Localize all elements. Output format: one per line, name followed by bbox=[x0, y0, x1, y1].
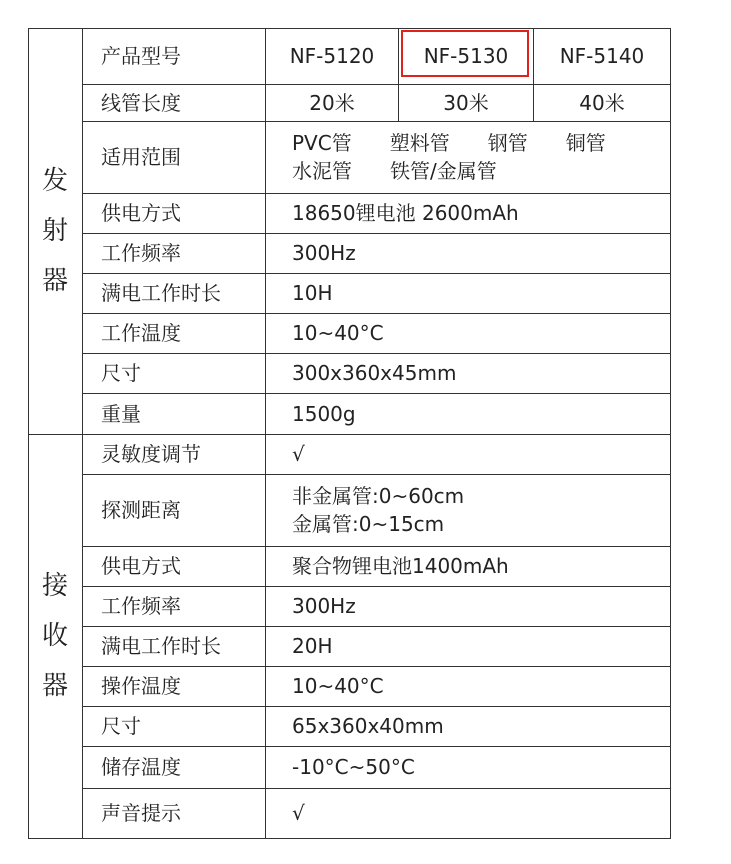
tx-power-value: 18650锂电池 2600mAh bbox=[292, 201, 519, 225]
transmitter-section-label bbox=[28, 28, 82, 434]
grid-line bbox=[28, 838, 670, 839]
rx-size-label: 尺寸 bbox=[101, 714, 141, 738]
tx-power-label: 供电方式 bbox=[101, 201, 181, 225]
tx-temp-label: 工作温度 bbox=[101, 321, 181, 345]
rx-distance-label: 探测距离 bbox=[101, 498, 181, 522]
tx-runtime-value: 10H bbox=[292, 281, 333, 305]
tx-weight-label: 重量 bbox=[101, 401, 141, 426]
model-nf5130: NF-5130 bbox=[423, 44, 509, 68]
section-char: 器 bbox=[41, 671, 68, 701]
model-nf5140: NF-5140 bbox=[559, 44, 645, 68]
tx-weight-value: 1500g bbox=[292, 401, 356, 426]
rx-freq-label: 工作频率 bbox=[101, 594, 181, 618]
scope-item: 塑料管 bbox=[389, 131, 450, 155]
length-40: 40米 bbox=[579, 90, 625, 115]
rx-freq-value: 300Hz bbox=[292, 594, 356, 618]
model-nf5120: NF-5120 bbox=[289, 44, 375, 68]
rx-distance-value bbox=[266, 474, 696, 546]
scope-item: 铜管 bbox=[565, 131, 606, 155]
scope-item: 水泥管 bbox=[292, 159, 352, 183]
rx-sound-value: √ bbox=[292, 801, 305, 825]
scope-item: PVC管 bbox=[292, 131, 352, 155]
rx-storage-label: 储存温度 bbox=[101, 755, 181, 779]
scope-line-1 bbox=[292, 129, 644, 157]
rx-runtime-value: 20H bbox=[292, 634, 333, 658]
rx-optemp-value: 10~40°C bbox=[292, 674, 384, 698]
selected-model-highlight bbox=[401, 30, 529, 77]
length-20: 20米 bbox=[309, 90, 355, 115]
distance-nonmetal: 非金属管:0~60cm bbox=[292, 484, 465, 508]
rx-sensitivity-label: 灵敏度调节 bbox=[101, 442, 201, 466]
rx-size-value: 65x360x40mm bbox=[292, 714, 444, 738]
rx-sound-label: 声音提示 bbox=[101, 801, 181, 825]
section-char: 器 bbox=[41, 266, 68, 296]
model-label: 产品型号 bbox=[101, 44, 181, 68]
length-label: 线管长度 bbox=[101, 90, 181, 115]
rx-sensitivity-value: √ bbox=[292, 442, 305, 466]
receiver-section-label bbox=[28, 434, 82, 838]
section-char: 射 bbox=[41, 216, 68, 246]
rx-runtime-label: 满电工作时长 bbox=[101, 634, 221, 658]
section-char: 接 bbox=[41, 571, 68, 601]
tx-freq-value: 300Hz bbox=[292, 241, 356, 265]
section-char: 收 bbox=[41, 621, 68, 651]
scope-item: 铁管/金属管 bbox=[390, 159, 497, 183]
tx-size-label: 尺寸 bbox=[101, 361, 141, 385]
tx-temp-value: 10~40°C bbox=[292, 321, 384, 345]
scope-label: 适用范围 bbox=[101, 145, 181, 169]
scope-line-2 bbox=[292, 157, 535, 185]
tx-freq-label: 工作频率 bbox=[101, 241, 181, 265]
scope-item: 钢管 bbox=[487, 131, 528, 155]
rx-optemp-label: 操作温度 bbox=[101, 674, 181, 698]
rx-power-value: 聚合物锂电池1400mAh bbox=[292, 554, 509, 578]
rx-power-label: 供电方式 bbox=[101, 554, 181, 578]
distance-metal: 金属管:0~15cm bbox=[292, 512, 445, 536]
tx-runtime-label: 满电工作时长 bbox=[101, 281, 221, 305]
length-30: 30米 bbox=[443, 90, 489, 115]
section-char: 发 bbox=[41, 166, 68, 196]
tx-size-value: 300x360x45mm bbox=[292, 361, 457, 385]
scope-value bbox=[266, 121, 696, 193]
rx-storage-value: -10°C~50°C bbox=[292, 755, 415, 779]
